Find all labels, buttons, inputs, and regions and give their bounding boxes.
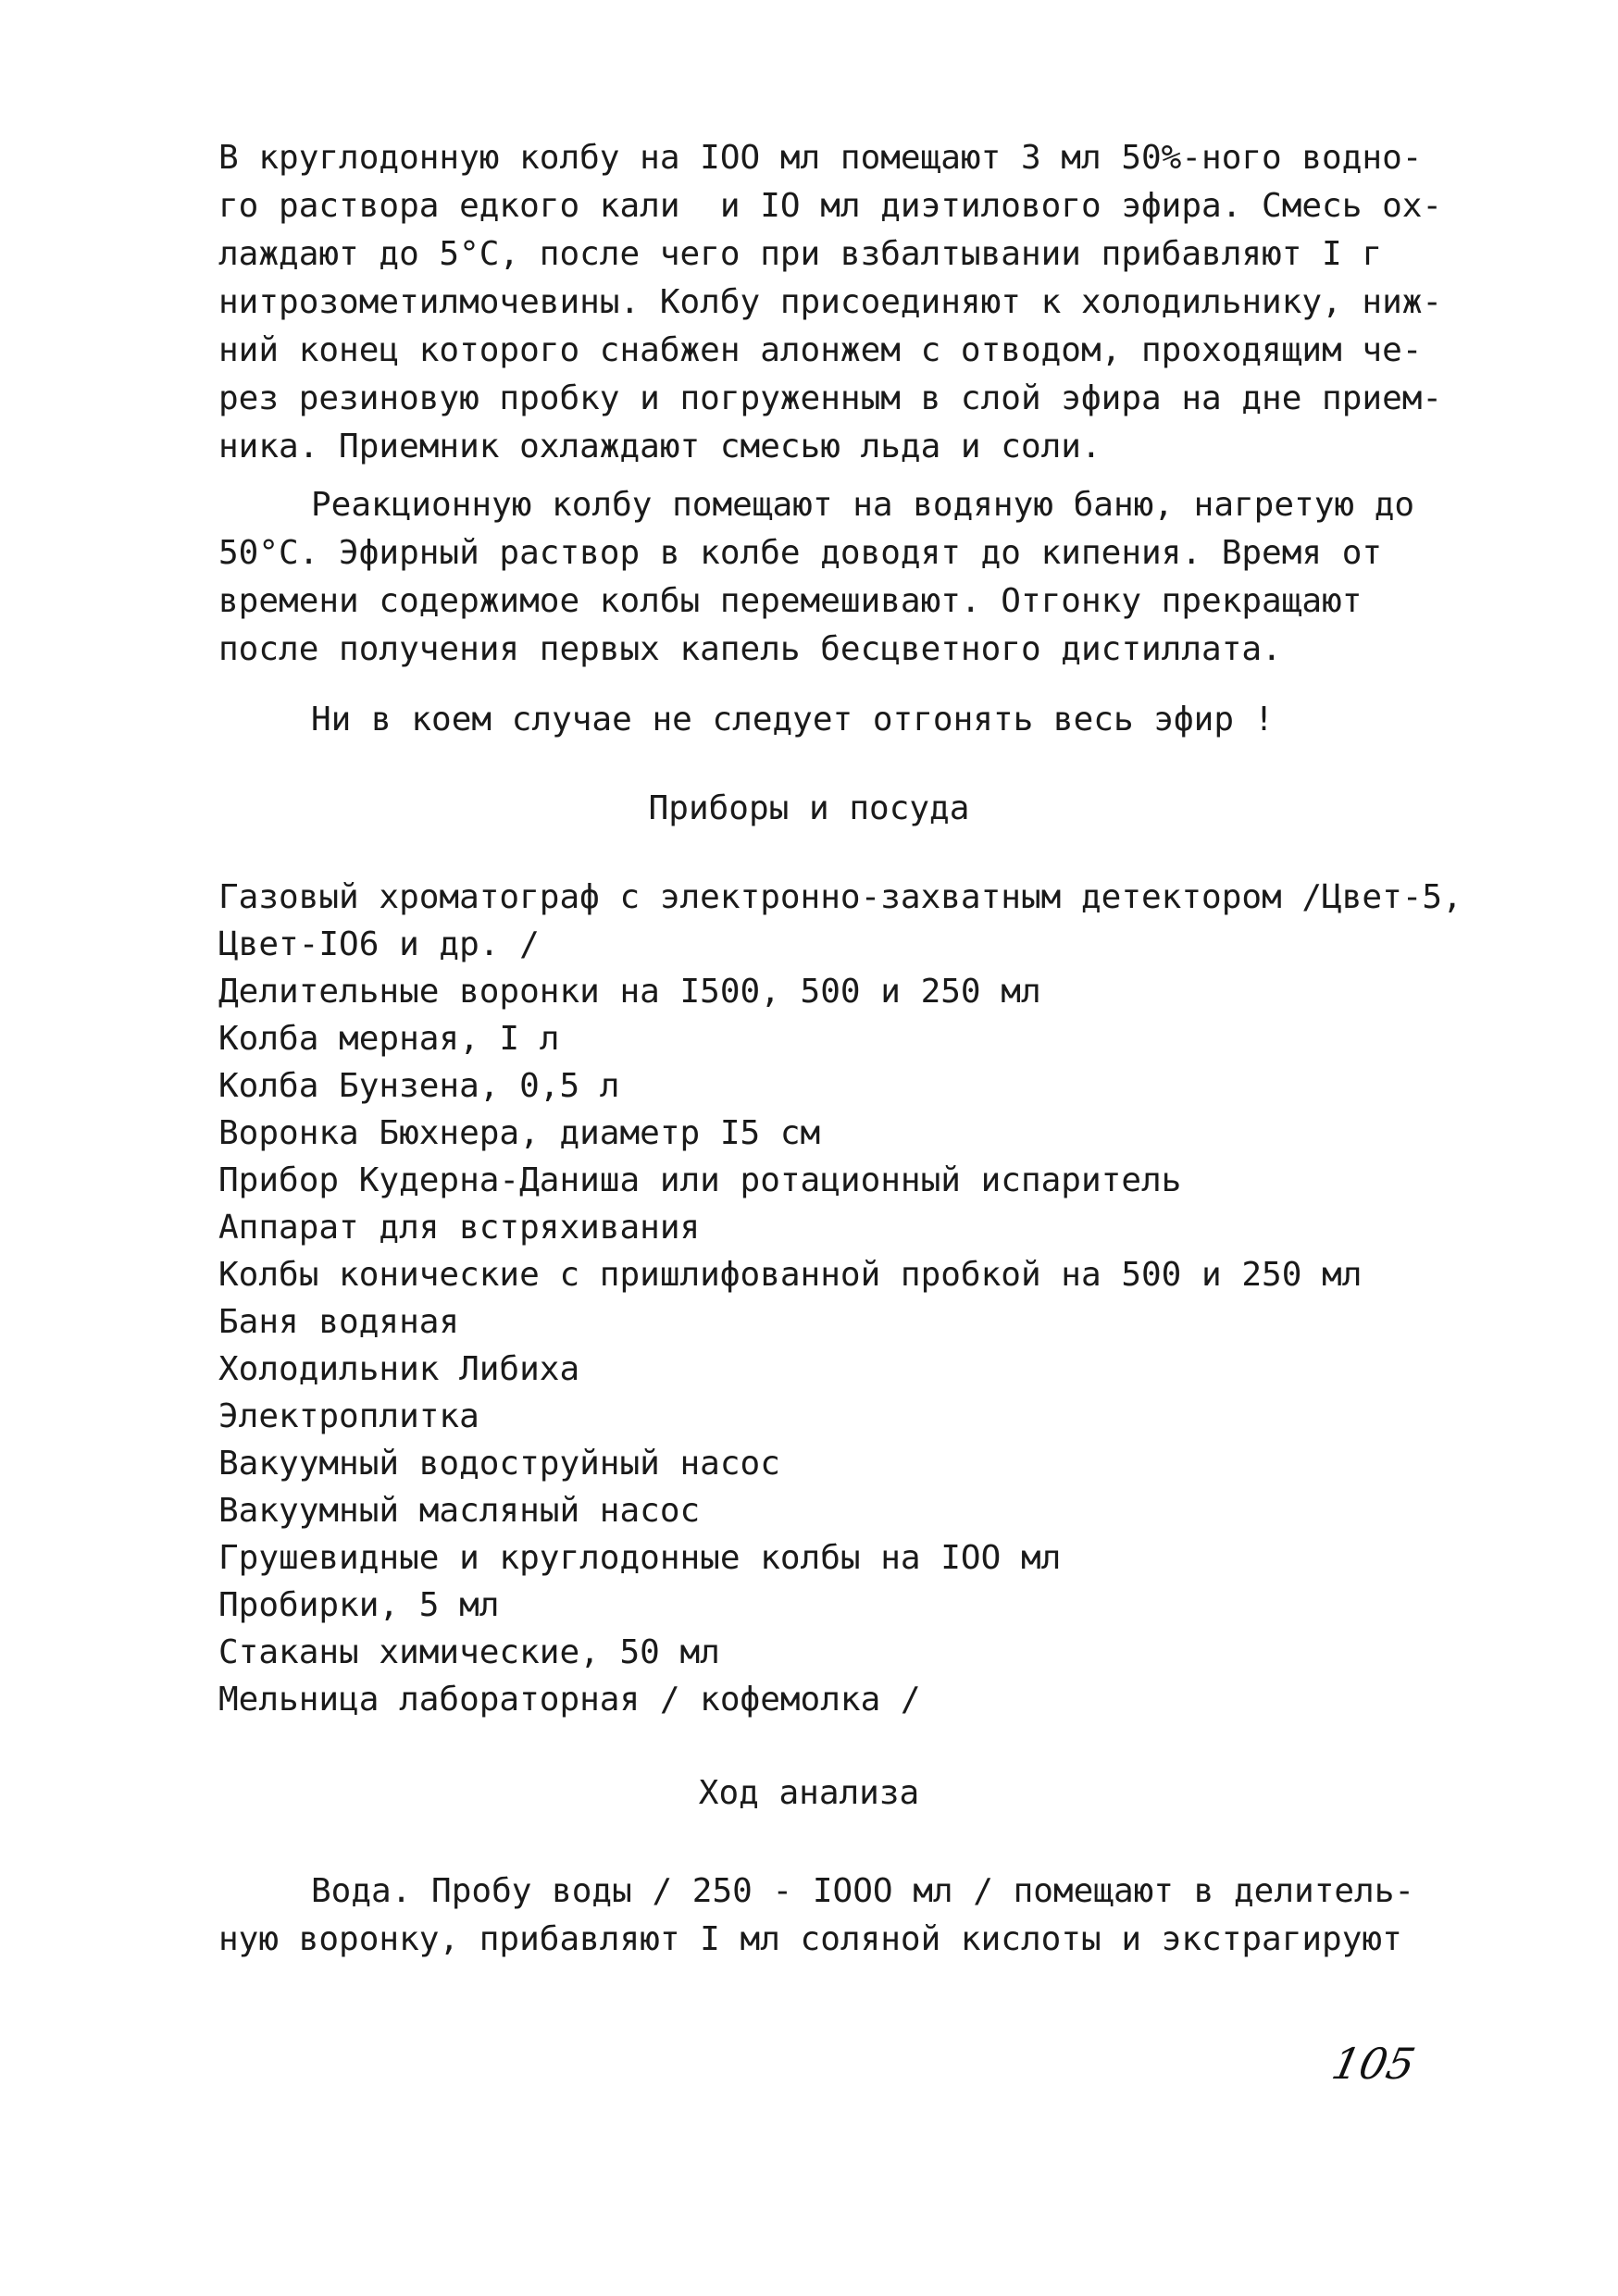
list-item: Колба мерная, I л <box>218 1020 560 1058</box>
list-item: Холодильник Либиха <box>218 1350 580 1388</box>
list-item: Делительные воронки на I500, 500 и 250 мл <box>218 973 1041 1011</box>
text-line: времени содержимое колбы перемешивают. Отгонку прекращают <box>218 582 1363 620</box>
list-item: Прибор Кудерна-Даниша или ротационный испаритель <box>218 1161 1182 1199</box>
list-item: Воронка Бюхнера, диаметр I5 см <box>218 1114 821 1152</box>
text-line: В круглодонную колбу на IOO мл помещают 3 мл 50%-ного водно- <box>218 139 1423 177</box>
list-item: Колба Бунзена, 0,5 л <box>218 1067 620 1105</box>
list-item: Колбы конические с пришлифованной пробкой на 500 и 250 мл <box>218 1256 1363 1294</box>
list-item: Мельница лабораторная / кофемолка / <box>218 1681 921 1719</box>
list-item: Электроплитка <box>218 1397 479 1435</box>
text-line: Реакционную колбу помещают на водяную баню, нагретую до <box>311 486 1415 524</box>
list-item: Грушевидные и круглодонные колбы на IOO мл <box>218 1539 1062 1577</box>
section-heading-analysis: Ход анализа <box>698 1774 920 1812</box>
text-line: ний конец которого снабжен алонжем с отводом, проходящим че- <box>218 331 1423 369</box>
page-number: 105 <box>1327 2039 1420 2089</box>
list-item: Стаканы химические, 50 мл <box>218 1633 720 1671</box>
text-line: после получения первых капель бесцветного дистиллата. <box>218 630 1282 668</box>
text-line: го раствора едкого кали и IO мл диэтилового эфира. Смесь ох- <box>218 187 1443 225</box>
section-heading-equipment: Приборы и посуда <box>648 789 970 827</box>
warning-text: Ни в коем случае не следует отгонять весь эфир ! <box>311 701 1275 738</box>
list-item: Вакуумный масляный насос <box>218 1492 701 1530</box>
list-item: Газовый хроматограф с электронно-захватным детектором /Цвет-5, <box>218 878 1462 916</box>
text-line: рез резиновую пробку и погруженным в слой эфира на дне прием- <box>218 379 1443 417</box>
text-line: лаждают до 5°С, после чего при взбалтывании прибавляют I г <box>218 235 1383 273</box>
text-line: ную воронку, прибавляют I мл соляной кислоты и экстрагируют <box>218 1920 1402 1958</box>
text-line: ника. Приемник охлаждают смесью льда и соли. <box>218 428 1101 465</box>
text-line: Вода. Пробу воды / 250 - IOOO мл / помещают в делитель- <box>311 1872 1415 1910</box>
list-item: Баня водяная <box>218 1303 460 1341</box>
list-item: Пробирки, 5 мл <box>218 1586 500 1624</box>
text-line: 50°С. Эфирный раствор в колбе доводят до кипения. Время от <box>218 534 1383 572</box>
text-line: нитрозометилмочевины. Колбу присоединяют к холодильнику, ниж- <box>218 283 1443 321</box>
list-item: Цвет-IO6 и др. / <box>218 925 540 963</box>
list-item: Вакуумный водоструйный насос <box>218 1445 780 1483</box>
list-item: Аппарат для встряхивания <box>218 1209 701 1247</box>
